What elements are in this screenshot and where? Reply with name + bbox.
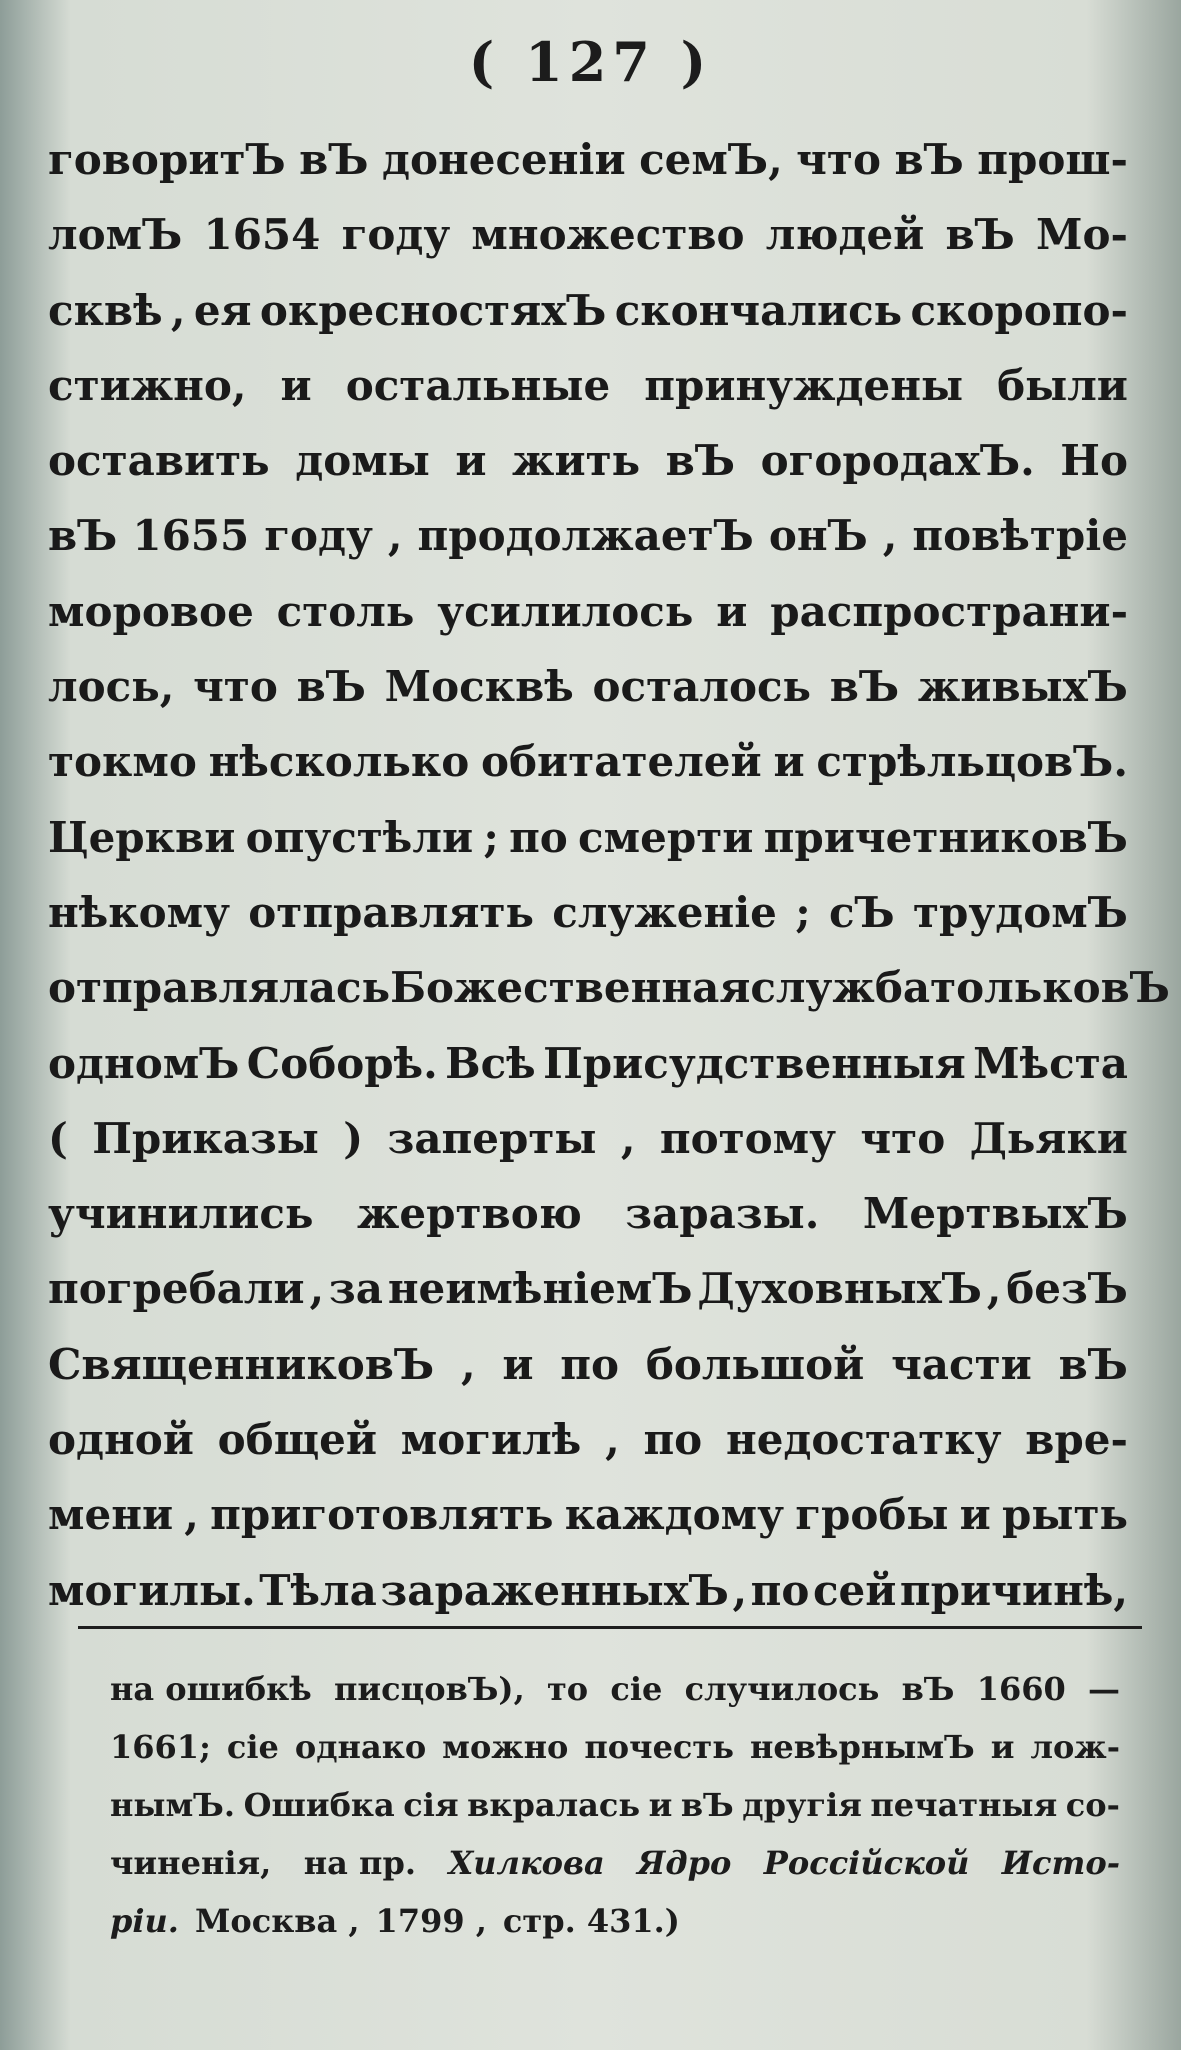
text-word: , <box>460 1339 476 1389</box>
text-word: сЪ <box>828 887 895 937</box>
footnote-word: со- <box>1065 1786 1120 1824</box>
text-line <box>48 649 1128 724</box>
text-word: по <box>643 1415 703 1465</box>
text-word: скоропо- <box>910 285 1128 335</box>
text-line <box>48 1251 1128 1326</box>
text-word: огородахЪ. <box>760 436 1035 486</box>
text-line <box>48 800 1128 875</box>
text-word: Москвѣ <box>384 662 574 712</box>
text-word: ; <box>483 812 499 862</box>
footnote-word: лож- <box>1030 1728 1120 1766</box>
footnote-word: вЪ <box>680 1786 734 1824</box>
text-word: году <box>341 210 451 260</box>
text-word: говоритЪ <box>48 135 286 184</box>
text-word: нѣсколько <box>208 737 470 787</box>
text-word: безЪ <box>1006 1264 1128 1314</box>
text-line <box>48 724 1128 799</box>
text-word: могилы. <box>48 1565 256 1615</box>
text-word: , <box>170 285 186 335</box>
text-word: вЪ <box>296 662 366 712</box>
text-word: трудомЪ <box>913 887 1128 937</box>
footnote-word: Хилкова <box>448 1844 605 1882</box>
footnote-word: сія <box>403 1786 459 1824</box>
text-word: что <box>860 1113 946 1163</box>
text-word: МертвыхЪ <box>862 1189 1128 1239</box>
text-word: заперты <box>387 1113 597 1163</box>
text-word: одномЪ <box>48 1038 240 1088</box>
footnote-word: Ядро <box>637 1844 732 1882</box>
text-word: токмо <box>48 737 197 787</box>
text-word: онЪ <box>768 511 868 561</box>
text-word: моровое <box>48 586 254 636</box>
text-word: вЪ <box>1058 1339 1128 1389</box>
footnote-line <box>110 1776 1120 1834</box>
text-word: причинѣ, <box>899 1565 1128 1615</box>
text-word: погребали <box>48 1264 305 1314</box>
text-word: Всѣ <box>445 1038 536 1088</box>
text-word: заразы. <box>625 1189 820 1239</box>
footnote-word: однако <box>294 1728 427 1766</box>
text-line <box>48 348 1128 423</box>
text-word: Мѣста <box>973 1038 1128 1088</box>
text-word: отправлялась <box>48 963 391 1013</box>
text-word: жить <box>512 436 641 486</box>
text-word: Приказы <box>92 1113 319 1163</box>
text-word: что <box>796 135 881 184</box>
text-line <box>48 498 1128 573</box>
text-word: неимѣніемЪ <box>387 1264 693 1314</box>
text-word: и <box>280 360 312 410</box>
footnote-word: 1799 , <box>375 1902 487 1940</box>
text-line <box>48 122 1128 197</box>
text-word: , <box>387 511 403 561</box>
text-word: зараженныхЪ <box>380 1565 729 1615</box>
text-word: принуждены <box>644 360 964 410</box>
text-word: домы <box>295 436 430 486</box>
text-word: ея <box>193 285 252 335</box>
footnote-word: вкралась <box>467 1786 641 1824</box>
text-word: ломЪ <box>48 210 183 260</box>
text-word: учинились <box>48 1189 314 1239</box>
text-line <box>48 1176 1128 1251</box>
text-word: могилѣ <box>400 1415 582 1465</box>
text-word: 1654 <box>203 210 321 260</box>
text-word: , <box>732 1565 748 1615</box>
text-word: скончались <box>614 285 903 335</box>
text-word: Дьяки <box>969 1113 1128 1163</box>
text-line <box>48 1327 1128 1402</box>
text-word: , <box>309 1264 325 1314</box>
text-word: вЪ <box>829 662 900 712</box>
text-word: Но <box>1060 436 1128 486</box>
text-word: смерти <box>578 812 754 862</box>
footnote-word: и <box>990 1728 1015 1766</box>
main-text <box>48 122 1170 1628</box>
footnote-word: печатныя <box>870 1786 1058 1824</box>
text-word: прош- <box>977 135 1128 184</box>
text-word: СвященниковЪ <box>48 1339 435 1389</box>
text-word: служеніе <box>552 887 777 937</box>
text-word: ДуховныхЪ <box>697 1264 982 1314</box>
text-word: ) <box>343 1113 364 1163</box>
text-line <box>48 875 1128 950</box>
text-word: вЪ <box>1100 963 1170 1013</box>
text-word: осталось <box>592 662 812 712</box>
text-word: причетниковЪ <box>763 812 1128 862</box>
text-word: усилилось <box>437 586 694 636</box>
text-word: вЪ <box>894 135 964 184</box>
footnote-word: Ошибка <box>243 1786 395 1824</box>
text-word: лось, <box>48 662 175 712</box>
footnote-word: случилось <box>684 1670 880 1708</box>
text-word: были <box>997 360 1128 410</box>
text-word: части <box>891 1339 1032 1389</box>
text-word: нѣкому <box>48 887 230 937</box>
footnote-word: — <box>1087 1670 1120 1708</box>
text-word: людей <box>765 210 925 260</box>
footnote-word: Исто- <box>1001 1844 1120 1882</box>
text-line <box>48 574 1128 649</box>
text-word: отправлять <box>248 887 534 937</box>
text-line <box>48 273 1128 348</box>
footnote-word: чиненія, <box>110 1844 272 1882</box>
footnote-word: 1660 <box>976 1670 1066 1708</box>
text-word: продолжаетЪ <box>417 511 754 561</box>
text-word: ( <box>48 1113 68 1163</box>
text-word: большой <box>645 1339 865 1389</box>
text-word: оставить <box>48 436 270 486</box>
footnote-word: можно <box>442 1728 569 1766</box>
text-word: сей <box>812 1565 897 1615</box>
text-line <box>48 1026 1128 1101</box>
footnote-line <box>110 1718 1120 1776</box>
text-word: ; <box>795 887 811 937</box>
text-word: сквѣ <box>48 285 163 335</box>
footnote <box>110 1660 1120 1950</box>
text-word: общей <box>217 1415 378 1465</box>
footnote-word: другія <box>742 1786 862 1824</box>
text-word: одной <box>48 1415 194 1465</box>
footnote-word: невѣрнымЪ <box>749 1728 975 1766</box>
footnote-word: ріи. <box>110 1902 179 1940</box>
text-word: опустѣли <box>245 812 474 862</box>
text-word: Церкви <box>48 812 236 862</box>
text-word: вЪ <box>945 210 1015 260</box>
text-word: Соборѣ. <box>246 1038 438 1088</box>
text-word: по <box>750 1565 810 1615</box>
text-word: , <box>986 1264 1002 1314</box>
footnote-word: на ошибкѣ <box>110 1670 312 1708</box>
text-word: вЪ <box>665 436 736 486</box>
footnote-word: стр. 431.) <box>502 1902 680 1940</box>
text-word: , <box>184 1490 199 1540</box>
footnote-word: писцовЪ), <box>333 1670 525 1708</box>
text-word: приготовлять <box>210 1490 554 1540</box>
text-word: , <box>882 511 898 561</box>
text-word: , <box>620 1113 636 1163</box>
footnote-line <box>110 1892 1120 1950</box>
text-word: недостатку <box>725 1415 1002 1465</box>
page-number: ( 127 ) <box>468 30 713 94</box>
footnote-word: сіе <box>226 1728 279 1766</box>
footnote-line <box>110 1660 1120 1718</box>
text-word: множество <box>471 210 745 260</box>
text-word: Божественная <box>390 963 751 1013</box>
text-word: , <box>605 1415 620 1465</box>
footnote-word: сіе <box>610 1670 663 1708</box>
text-word: донесеніи <box>382 135 626 184</box>
footnote-line <box>110 1834 1120 1892</box>
text-word: году <box>264 511 373 561</box>
text-word: живыхЪ <box>917 662 1128 712</box>
text-word: повѣтріе <box>912 511 1128 561</box>
text-word: что <box>193 662 278 712</box>
footnote-word: и <box>648 1786 673 1824</box>
text-word: Мо- <box>1036 210 1128 260</box>
text-word: потому <box>659 1113 837 1163</box>
text-word: семЪ, <box>639 135 783 184</box>
text-line <box>48 423 1128 498</box>
text-word: только <box>930 963 1101 1013</box>
footnote-word: почесть <box>584 1728 734 1766</box>
text-word: стрѣльцовЪ. <box>816 737 1128 787</box>
text-word: гробы <box>795 1490 949 1540</box>
text-word: и <box>716 586 748 636</box>
footnote-word: Москва , <box>194 1902 360 1940</box>
text-word: за <box>328 1264 383 1314</box>
text-word: служба <box>750 963 931 1013</box>
text-word: по <box>509 812 568 862</box>
text-word: вЪ <box>299 135 369 184</box>
text-line <box>48 1553 1128 1628</box>
text-word: Присудственныя <box>543 1038 966 1088</box>
text-word: и <box>502 1339 534 1389</box>
text-line <box>48 1402 1128 1477</box>
text-word: остальные <box>345 360 611 410</box>
text-word: 1655 <box>132 511 250 561</box>
text-line <box>48 1477 1128 1552</box>
footnote-word: вЪ <box>901 1670 955 1708</box>
footnote-word: нымЪ. <box>110 1786 236 1824</box>
text-word: и <box>959 1490 991 1540</box>
footnote-divider <box>78 1626 1142 1629</box>
footnote-word: Россійской <box>763 1844 970 1882</box>
text-line <box>48 950 1170 1025</box>
text-word: рыть <box>1002 1490 1128 1540</box>
text-word: вЪ <box>48 511 118 561</box>
text-word: обитателей <box>481 737 762 787</box>
text-word: распространи- <box>770 586 1128 636</box>
text-word: мени <box>48 1490 174 1540</box>
text-line <box>48 197 1128 272</box>
footnote-word: 1661; <box>110 1728 211 1766</box>
text-word: Тѣла <box>259 1565 377 1615</box>
text-word: вре- <box>1025 1415 1128 1465</box>
text-word: и <box>773 737 805 787</box>
text-word: и <box>455 436 487 486</box>
text-word: жертвою <box>356 1189 582 1239</box>
text-word: каждому <box>564 1490 785 1540</box>
text-word: стижно, <box>48 360 247 410</box>
text-word: по <box>560 1339 620 1389</box>
text-word: окресностяхЪ <box>259 285 607 335</box>
text-word: столь <box>276 586 415 636</box>
footnote-word: то <box>546 1670 589 1708</box>
footnote-word: на пр. <box>303 1844 416 1882</box>
text-line <box>48 1101 1128 1176</box>
